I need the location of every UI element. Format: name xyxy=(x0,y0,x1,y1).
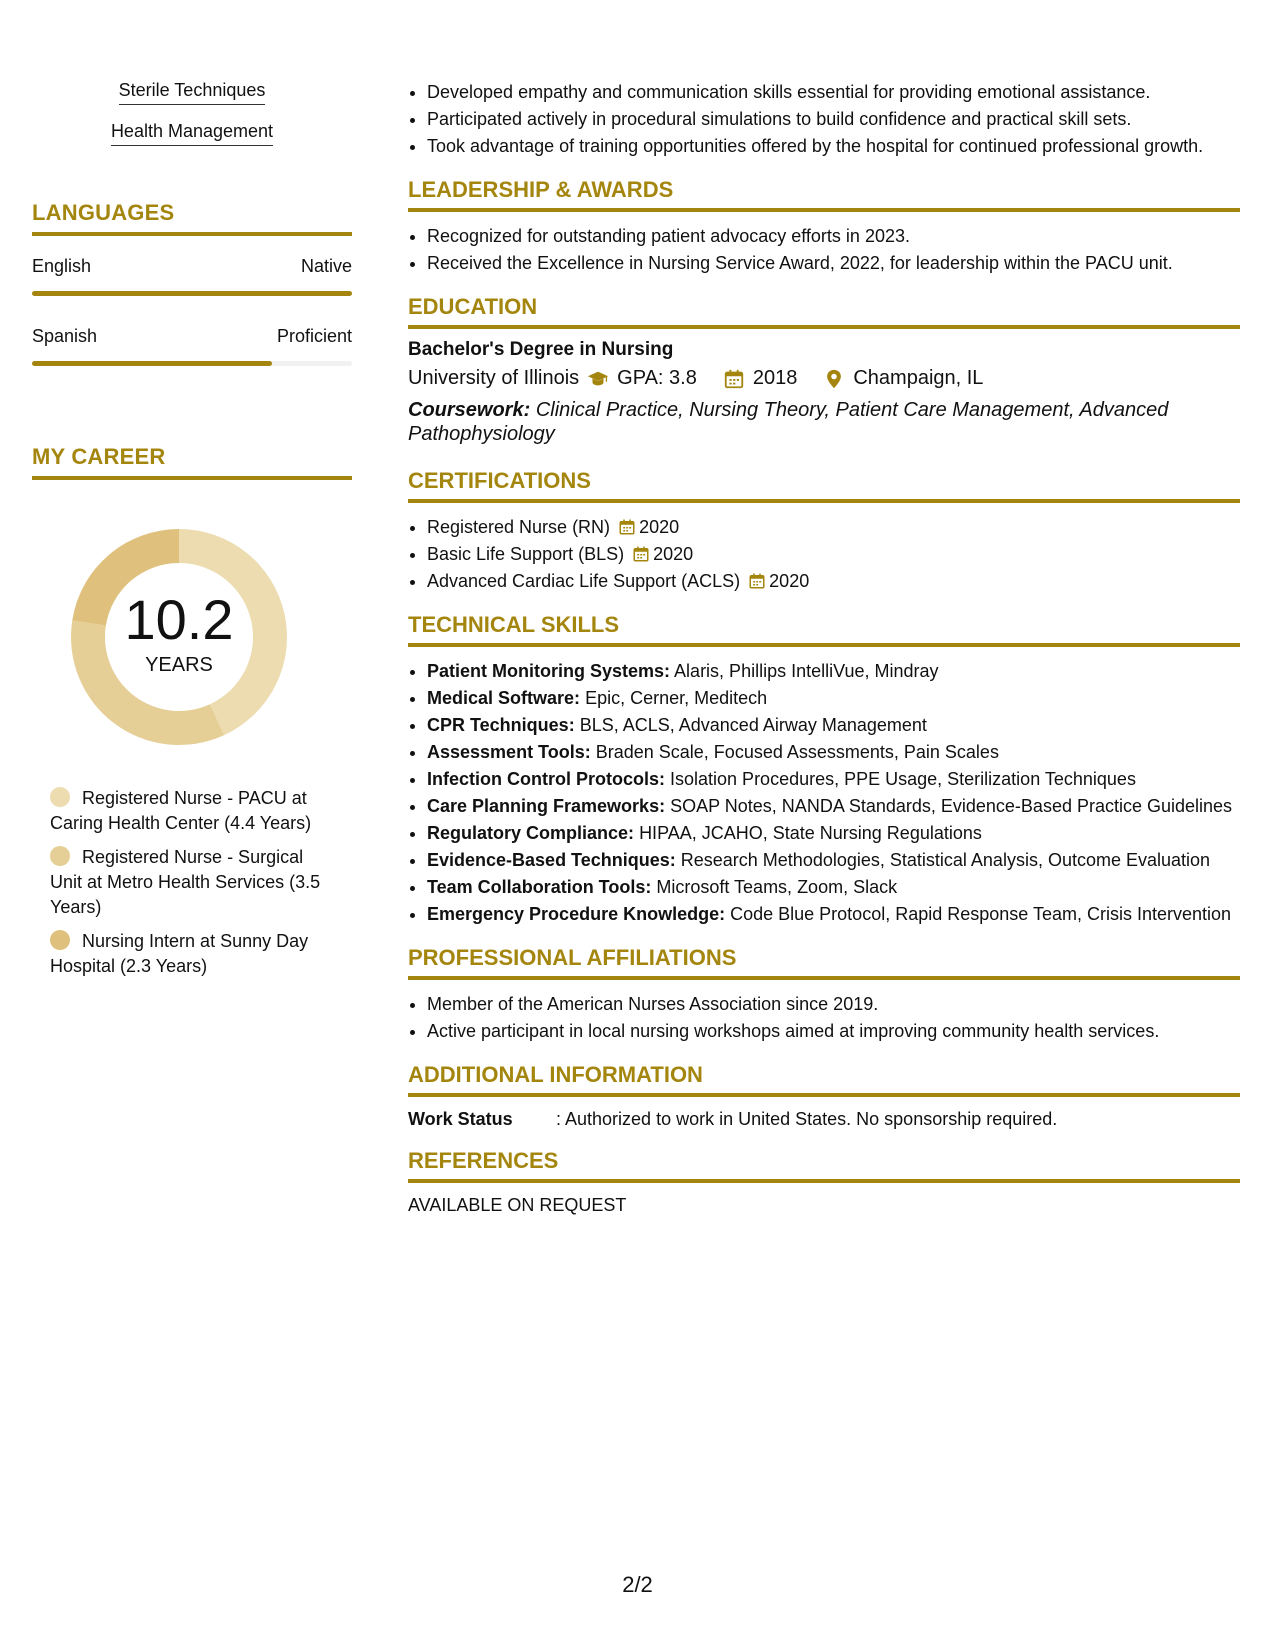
certification-name: Advanced Cardiac Life Support (ACLS) xyxy=(427,571,741,591)
legend-dot xyxy=(50,787,70,807)
skill-values: HIPAA, JCAHO, State Nursing Regulations xyxy=(639,823,982,843)
list-item: • Recognized for outstanding patient advocacy efforts in 2023. xyxy=(427,224,1240,249)
skill-item xyxy=(427,848,1240,873)
education-details xyxy=(408,367,1240,390)
work-status-value: : Authorized to work in United States. No sponsorship required. xyxy=(556,1109,1058,1129)
language-name: English xyxy=(32,256,92,276)
education-school: University of Illinois xyxy=(408,367,580,389)
career-legend xyxy=(50,786,340,979)
skill-values: Research Methodologies, Statistical Analysis, Outcome Evaluation xyxy=(680,850,1211,870)
language-row xyxy=(32,326,352,366)
career-section xyxy=(32,444,352,979)
education-heading: EDUCATION xyxy=(408,294,1240,329)
skill-values: Isolation Procedures, PPE Usage, Sterilization Techniques xyxy=(670,769,1136,789)
sidebar xyxy=(32,80,352,988)
legend-label: Nursing Intern at Sunny Day Hospital (2.3 Years) xyxy=(50,931,309,976)
languages-heading: LANGUAGES xyxy=(32,200,352,236)
skill-tags xyxy=(32,80,352,146)
skill-item xyxy=(427,659,1240,684)
education-degree: Bachelor's Degree in Nursing xyxy=(408,339,674,360)
certification-year: 2020 xyxy=(653,544,694,564)
education-coursework xyxy=(408,398,1240,446)
coursework-label: Coursework: xyxy=(408,399,531,421)
skill-category: Patient Monitoring Systems: xyxy=(427,661,671,681)
skill-item xyxy=(427,686,1240,711)
certification-name: Registered Nurse (RN) xyxy=(427,517,611,537)
skill-values: Alaris, Phillips IntelliVue, Mindray xyxy=(674,661,939,681)
coursework-list: Clinical Practice, Nursing Theory, Patient Care Management, Advanced Pathophysiology xyxy=(408,399,1169,445)
certification-item xyxy=(427,515,1240,540)
work-status-row xyxy=(408,1109,1240,1130)
certification-name: Basic Life Support (BLS) xyxy=(427,544,625,564)
skill-category: Infection Control Protocols: xyxy=(427,769,665,789)
language-name: Spanish xyxy=(32,326,98,346)
language-bar-fill xyxy=(32,291,352,296)
experience-bullets xyxy=(408,80,1240,159)
technical-skills-section xyxy=(408,612,1240,927)
references-heading: REFERENCES xyxy=(408,1148,1240,1183)
skill-category: Regulatory Compliance: xyxy=(427,823,635,843)
list-item: • Active participant in local nursing workshops aimed at improving community health services. xyxy=(427,1019,1240,1044)
leadership-heading: LEADERSHIP & AWARDS xyxy=(408,177,1240,212)
skill-category: Emergency Procedure Knowledge: xyxy=(427,904,726,924)
skill-values: Epic, Cerner, Meditech xyxy=(585,688,768,708)
technical-skills-heading: TECHNICAL SKILLS xyxy=(408,612,1240,647)
career-total-unit: YEARS xyxy=(145,653,213,676)
skill-tag: Health Management xyxy=(111,121,273,146)
certifications-heading: CERTIFICATIONS xyxy=(408,468,1240,503)
skill-values: Braden Scale, Focused Assessments, Pain Scales xyxy=(595,742,999,762)
skill-item xyxy=(427,713,1240,738)
list-item: • Took advantage of training opportunities offered by the hospital for continued professional growth. xyxy=(427,134,1240,159)
legend-label: Registered Nurse - Surgical Unit at Metro Health Services (3.5 Years) xyxy=(50,847,321,917)
skill-category: CPR Techniques: xyxy=(427,715,575,735)
references-section xyxy=(408,1148,1240,1216)
career-legend-item xyxy=(50,929,340,979)
language-bar xyxy=(32,361,352,366)
language-row xyxy=(32,256,352,296)
skill-values: Code Blue Protocol, Rapid Response Team, Crisis Intervention xyxy=(730,904,1232,924)
skill-item xyxy=(427,740,1240,765)
education-gpa: GPA: 3.8 xyxy=(617,367,697,389)
page-number: 2/2 xyxy=(622,1572,653,1597)
skill-tag: Sterile Techniques xyxy=(119,80,266,105)
calendar-icon xyxy=(723,368,745,390)
additional-info-section xyxy=(408,1062,1240,1130)
skill-item xyxy=(427,875,1240,900)
calendar-icon xyxy=(748,572,766,590)
skill-item xyxy=(427,902,1240,927)
certification-item xyxy=(427,569,1240,594)
languages-section xyxy=(32,200,352,366)
calendar-icon xyxy=(618,518,636,536)
education-section xyxy=(408,294,1240,446)
language-level: Native xyxy=(300,256,352,276)
skill-item xyxy=(427,821,1240,846)
affiliations-section xyxy=(408,945,1240,1044)
references-text: AVAILABLE ON REQUEST xyxy=(408,1195,627,1215)
legend-dot xyxy=(50,930,70,950)
list-item: • Received the Excellence in Nursing Service Award, 2022, for leadership within the PACU unit. xyxy=(427,251,1240,276)
career-legend-item xyxy=(50,845,340,920)
skill-item xyxy=(427,767,1240,792)
certification-item xyxy=(427,542,1240,567)
career-donut-chart xyxy=(66,524,292,750)
work-status-label: Work Status xyxy=(408,1109,513,1129)
education-location: Champaign, IL xyxy=(853,367,984,389)
education-year: 2018 xyxy=(752,367,798,389)
skill-values: BLS, ACLS, Advanced Airway Management xyxy=(579,715,927,735)
affiliations-heading: PROFESSIONAL AFFILIATIONS xyxy=(408,945,1240,980)
additional-info-heading: ADDITIONAL INFORMATION xyxy=(408,1062,1240,1097)
graduation-cap-icon xyxy=(587,368,609,390)
skill-category: Team Collaboration Tools: xyxy=(427,877,652,897)
career-total-value: 10.2 xyxy=(124,587,234,651)
list-item: • Participated actively in procedural simulations to build confidence and practical skill sets. xyxy=(427,107,1240,132)
skill-category: Assessment Tools: xyxy=(427,742,591,762)
skill-values: SOAP Notes, NANDA Standards, Evidence-Based Practice Guidelines xyxy=(670,796,1233,816)
skill-item xyxy=(427,794,1240,819)
skill-category: Evidence-Based Techniques: xyxy=(427,850,676,870)
map-pin-icon xyxy=(823,368,845,390)
career-heading: MY CAREER xyxy=(32,444,352,480)
language-bar-fill xyxy=(32,361,272,366)
skill-values: Microsoft Teams, Zoom, Slack xyxy=(656,877,898,897)
list-item: • Developed empathy and communication skills essential for providing emotional assistance. xyxy=(427,80,1240,105)
legend-label: Registered Nurse - PACU at Caring Health Center (4.4 Years) xyxy=(50,788,312,833)
language-bar xyxy=(32,291,352,296)
list-item: • Member of the American Nurses Association since 2019. xyxy=(427,992,1240,1017)
skill-category: Care Planning Frameworks: xyxy=(427,796,666,816)
language-level: Proficient xyxy=(276,326,352,346)
legend-dot xyxy=(50,846,70,866)
certification-year: 2020 xyxy=(639,517,680,537)
calendar-icon xyxy=(632,545,650,563)
skill-category: Medical Software: xyxy=(427,688,581,708)
certification-year: 2020 xyxy=(769,571,810,591)
career-legend-item xyxy=(50,786,340,836)
main-content xyxy=(408,80,1240,1216)
certifications-section xyxy=(408,468,1240,594)
leadership-section xyxy=(408,177,1240,276)
